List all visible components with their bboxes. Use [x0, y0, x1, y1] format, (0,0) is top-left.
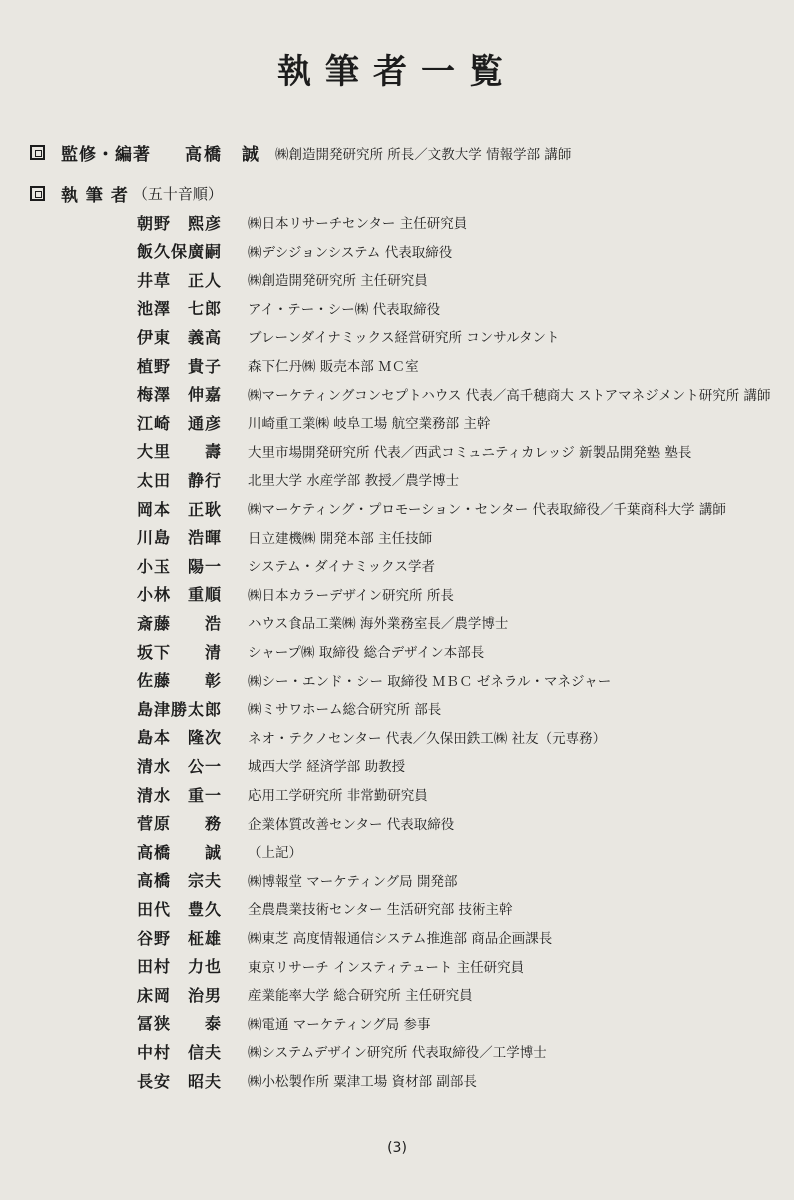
author-affiliation: ㈱マーケティングコンセプトハウス 代表／高千穂商大 ストアマネジメント研究所 講師 — [248, 387, 771, 404]
author-affiliation: 東京リサーチ インスティテュート 主任研究員 — [248, 959, 525, 976]
author-name: 島津勝太郎 — [137, 699, 223, 719]
author-name: 斎藤 浩 — [137, 613, 223, 633]
author-name: 清水 重一 — [137, 785, 223, 805]
author-name: 伊東 義高 — [137, 327, 223, 347]
author-affiliation: ネオ・テクノセンター 代表／久保田鉄工㈱ 社友（元専務） — [248, 730, 607, 747]
author-affiliation: 企業体質改善センター 代表取締役 — [248, 816, 455, 833]
author-affiliation: ㈱日本リサーチセンター 主任研究員 — [248, 216, 468, 232]
author-affiliation: 森下仁丹㈱ 販売本部 ＭＣ室 — [248, 359, 419, 375]
page-number: (3) — [387, 1140, 407, 1156]
author-name: 川島 浩暉 — [137, 528, 223, 548]
editor-name: 高橋 誠 — [185, 145, 261, 165]
author-affiliation: 北里大学 水産学部 教授／農学博士 — [248, 473, 460, 490]
author-name: 谷野 柾雄 — [137, 928, 223, 948]
author-name: 田村 力也 — [137, 957, 223, 977]
author-affiliation: システム・ダイナミックス学者 — [248, 559, 435, 576]
author-affiliation: ㈱ミサワホーム総合研究所 部長 — [248, 702, 442, 719]
authors-section-header — [30, 181, 223, 206]
author-affiliation: 大里市場開発研究所 代表／西武コミュニティカレッジ 新製品開発塾 塾長 — [248, 444, 692, 461]
author-affiliation: 日立建機㈱ 開発本部 主任技師 — [248, 530, 433, 547]
author-name: 小玉 陽一 — [137, 556, 223, 576]
author-affiliation: ㈱日本カラーデザイン研究所 所長 — [248, 587, 454, 604]
author-affiliation: ㈱シー・エンド・シー 取締役 ＭＢＣ ゼネラル・マネジャー — [248, 673, 612, 690]
author-name: 冨狭 泰 — [137, 1014, 223, 1034]
author-affiliation: 全農農業技術センター 生活研究部 技術主幹 — [248, 902, 513, 919]
author-affiliation: ㈱システムデザイン研究所 代表取締役／工学博士 — [248, 1045, 547, 1062]
author-affiliation: 城西大学 経済学部 助教授 — [248, 759, 406, 776]
author-affiliation: 川崎重工業㈱ 岐阜工場 航空業務部 主幹 — [248, 416, 491, 433]
author-name: 中村 信夫 — [137, 1042, 223, 1062]
author-name: 植野 貴子 — [137, 356, 223, 376]
author-name: 坂下 清 — [137, 642, 223, 662]
author-name: 田代 豊久 — [137, 899, 223, 919]
author-name: 井草 正人 — [137, 270, 223, 290]
author-affiliation: シャープ㈱ 取締役 総合デザイン本部長 — [248, 645, 485, 661]
author-name: 朝野 熙彦 — [137, 213, 223, 233]
author-name: 清水 公一 — [137, 756, 223, 776]
author-name: 大里 壽 — [137, 442, 223, 462]
author-name: 床岡 治男 — [137, 985, 223, 1005]
authors-section-label: 執 筆 者 — [61, 186, 129, 206]
authors-section-sub: （五十音順） — [132, 185, 223, 203]
author-affiliation: 産業能率大学 総合研究所 主任研究員 — [248, 988, 473, 1005]
editor-section-label: 監修・編著 — [61, 145, 151, 165]
author-name: 太田 静行 — [137, 470, 223, 490]
square-bullet-icon — [30, 186, 45, 201]
author-name: 佐藤 彰 — [137, 671, 223, 691]
author-name: 菅原 務 — [137, 814, 223, 834]
author-name: 池澤 七郎 — [137, 299, 223, 319]
author-affiliation: ㈱小松製作所 粟津工場 資材部 副部長 — [248, 1074, 477, 1090]
author-name: 岡本 正耿 — [137, 499, 223, 519]
author-name: 江崎 通彦 — [137, 413, 223, 433]
author-name: 島本 隆次 — [137, 728, 223, 748]
author-name: 小林 重順 — [137, 585, 223, 605]
author-affiliation: ㈱デシジョンシステム 代表取締役 — [248, 244, 453, 261]
author-affiliation: （上記） — [248, 845, 302, 862]
author-name: 梅澤 伸嘉 — [137, 385, 223, 405]
author-affiliation: ハウス食品工業㈱ 海外業務室長／農学博士 — [248, 616, 509, 633]
page-title: 執筆者一覧 — [277, 52, 517, 92]
author-affiliation: ㈱創造開発研究所 主任研究員 — [248, 273, 428, 290]
editor-section — [30, 140, 571, 165]
author-affiliation: ㈱電通 マーケティング局 参事 — [248, 1016, 431, 1033]
author-affiliation: ㈱マーケティング・プロモーション・センター 代表取締役／千葉商科大学 講師 — [248, 502, 726, 518]
author-affiliation: 応用工学研究所 非常勤研究員 — [248, 788, 428, 804]
author-affiliation: ㈱博報堂 マーケティング局 開発部 — [248, 873, 458, 890]
author-name: 長安 昭夫 — [137, 1071, 223, 1091]
editor-affiliation: ㈱創造開発研究所 所長／文教大学 情報学部 講師 — [275, 146, 572, 163]
author-name: 高橋 誠 — [137, 842, 223, 862]
author-name: 飯久保廣嗣 — [137, 242, 223, 262]
author-affiliation: ブレーンダイナミックス経営研究所 コンサルタント — [248, 330, 560, 347]
square-bullet-icon — [30, 145, 45, 160]
author-affiliation: ㈱東芝 高度情報通信システム推進部 商品企画課長 — [248, 931, 553, 947]
author-affiliation: アイ・テー・シー㈱ 代表取締役 — [248, 301, 441, 318]
author-name: 高橋 宗夫 — [137, 871, 223, 891]
